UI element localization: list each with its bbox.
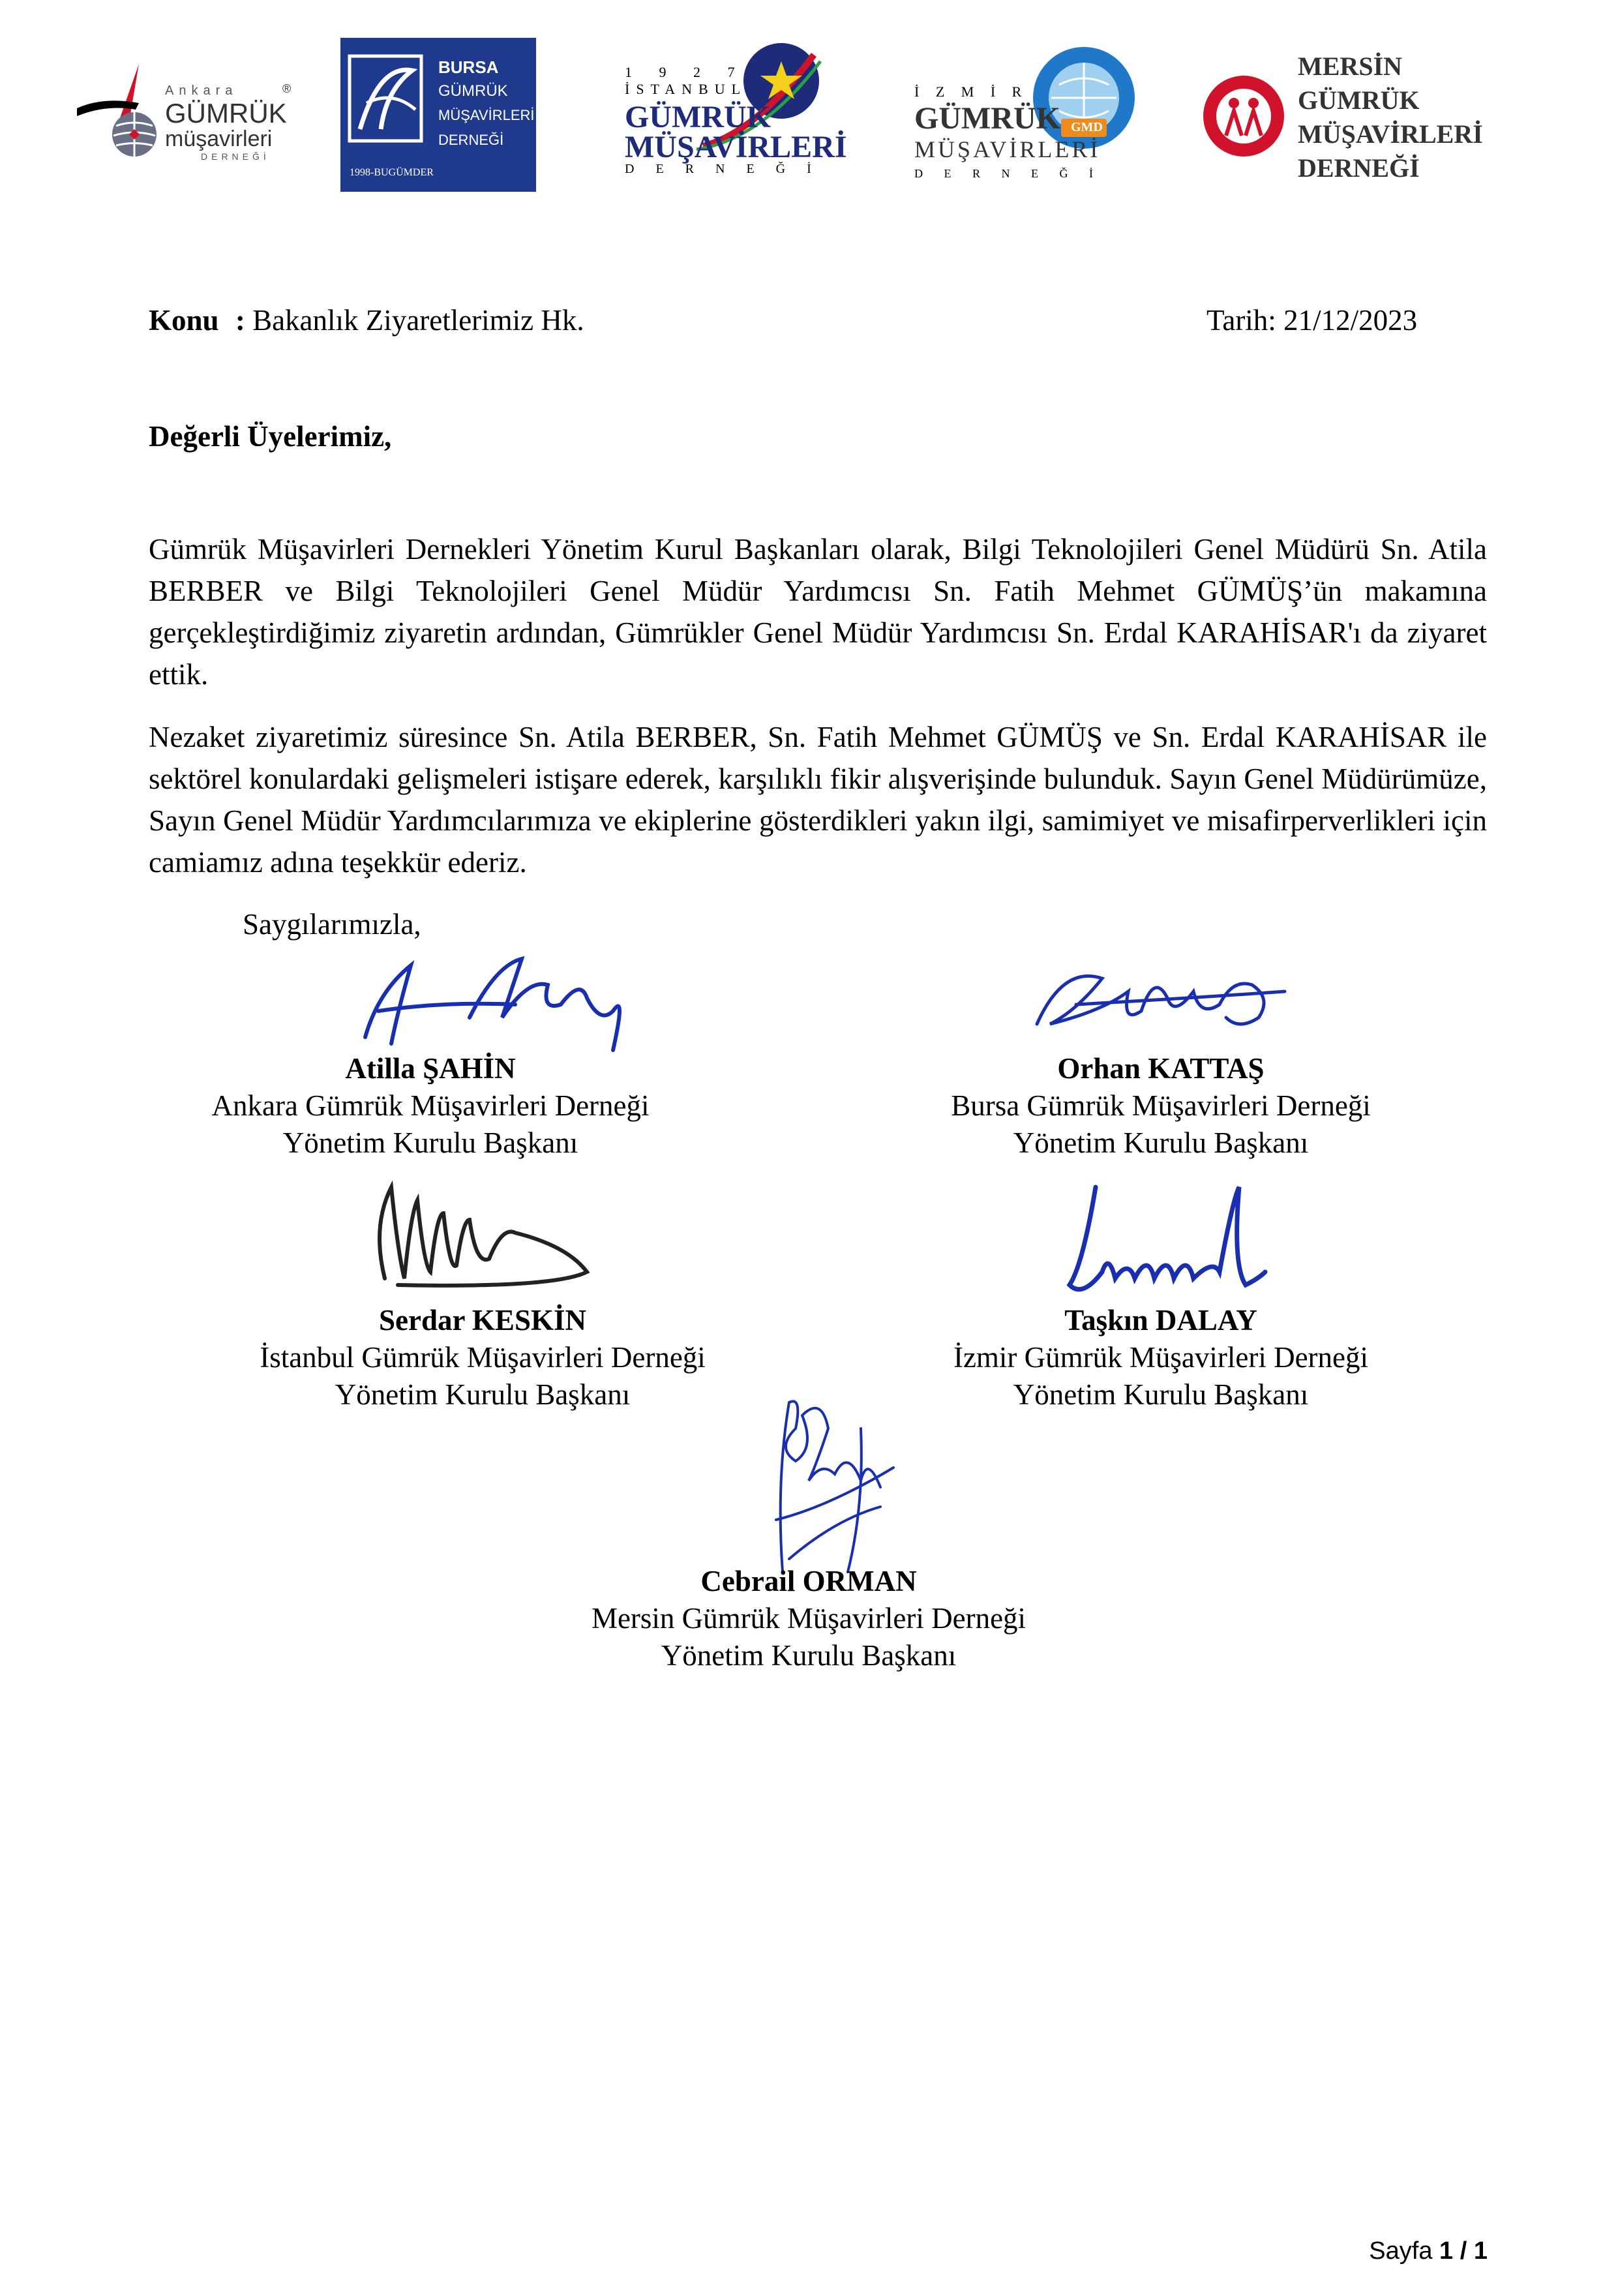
signatory-title: Yönetim Kurulu Başkanı — [282, 1126, 578, 1159]
signature-orhan-kattas — [1024, 952, 1311, 1044]
signatory-block-2 — [900, 1050, 1422, 1162]
subject-text: Bakanlık Ziyaretlerimiz Hk. — [252, 304, 584, 337]
signature-atilla-sahin — [352, 939, 639, 1057]
ankara-logo-line2: GÜMRÜK — [165, 98, 287, 128]
izmir-logo-line1: GÜMRÜK — [914, 101, 1060, 136]
page-label: Sayfa — [1369, 2237, 1433, 2265]
bursa-logo-line3: MÜŞAVİRLERİ — [438, 107, 535, 123]
body-paragraph-2: Nezaket ziyaretimiz süresince Sn. Atila BERBER, Sn. Fatih Mehmet GÜMÜŞ ve Sn. Erdal KARAHİSAR ile sektörel konulardaki gelişmeleri istişare ederek, karşılıklı fikir alışverişinde bulunduk. Sayın Genel Müdürümüze, Sayın Genel Müdür Yardımcılarımıza ve ekiplerine gösterdikleri yakın ilgi, samimiyet ve misafirperverlikleri için camiamız adına teşekkür ederiz. — [149, 721, 1487, 879]
izmir-logo-city: İ Z M İ R — [914, 83, 1028, 100]
istanbul-logo-line2: MÜŞAVİRLERİ — [625, 130, 847, 164]
signatory-org: İstanbul Gümrük Müşavirleri Derneği — [260, 1341, 706, 1374]
istanbul-logo-line1: GÜMRÜK — [625, 100, 771, 134]
mersin-logo-line1: MERSİN — [1298, 52, 1403, 81]
signatory-name: Atilla ŞAHİN — [345, 1052, 516, 1085]
bursa-logo-line1: BURSA — [438, 57, 499, 77]
istanbul-logo — [625, 35, 846, 185]
istanbul-logo-city: İSTANBUL — [625, 81, 747, 97]
ankara-logo — [77, 57, 299, 168]
subject-label: Konu — [149, 304, 219, 337]
izmir-logo — [914, 33, 1136, 193]
bursa-logo-line4: DERNEĞİ — [438, 132, 504, 148]
signatory-block-5 — [548, 1563, 1070, 1674]
mersin-logo-line2: GÜMRÜK — [1298, 85, 1420, 115]
mersin-logo-line4: DERNEĞİ — [1298, 153, 1420, 183]
signatory-org: Ankara Gümrük Müşavirleri Derneği — [211, 1089, 650, 1122]
ankara-logo-line4: DERNEĞİ — [201, 151, 270, 162]
signatory-name: Serdar KESKİN — [379, 1304, 586, 1337]
signature-taskin-dalay — [1056, 1174, 1278, 1305]
signatory-org: Mersin Gümrük Müşavirleri Derneği — [591, 1602, 1026, 1635]
date-label: Tarih: — [1206, 304, 1276, 337]
signatory-org: Bursa Gümrük Müşavirleri Derneği — [951, 1089, 1371, 1122]
istanbul-logo-line3: D E R N E Ğ İ — [625, 162, 820, 176]
salutation: Değerli Üyelerimiz, — [149, 420, 392, 453]
signatory-block-4 — [900, 1302, 1422, 1413]
izmir-logo-line3: D E R N E Ğ İ — [914, 167, 1102, 180]
signatory-org: İzmir Gümrük Müşavirleri Derneği — [953, 1341, 1369, 1374]
signature-cebrail-orman — [750, 1389, 906, 1585]
closing: Saygılarımızla, — [243, 908, 421, 941]
signature-serdar-keskin — [359, 1174, 607, 1298]
body-paragraph-1: Gümrük Müşavirleri Dernekleri Yönetim Kurul Başkanları olarak, Bilgi Teknolojileri Genel Müdürü Sn. Atila BERBER ve Bilgi Teknolojileri Genel Müdür Yardımcısı Sn. Fatih Mehmet GÜMÜŞ’ün makamına gerçekleştirdiğimiz ziyaretin ardından, Gümrükler Genel Müdür Yardımcısı Sn. Erdal KARAHİSAR'ı da ziyaret ettik. — [149, 533, 1487, 691]
date-value: 21/12/2023 — [1283, 304, 1418, 337]
signatory-title: Yönetim Kurulu Başkanı — [335, 1378, 631, 1411]
registered-icon: ® — [282, 82, 292, 95]
bursa-logo-line2: GÜMRÜK — [438, 82, 508, 100]
subject-separator: : — [235, 304, 245, 337]
signatory-name: Cebrail ORMAN — [700, 1565, 917, 1597]
page-current: 1 — [1439, 2237, 1454, 2265]
page-separator: / — [1460, 2237, 1467, 2265]
signatory-block-1 — [170, 1050, 691, 1162]
izmir-logo-line2: MÜŞAVİRLERİ — [914, 136, 1101, 162]
mersin-logo-line3: MÜŞAVİRLERİ — [1298, 119, 1483, 149]
ankara-logo-line3: müşavirleri — [165, 127, 273, 151]
mersin-logo — [1201, 38, 1483, 194]
signatory-name: Orhan KATTAŞ — [1057, 1052, 1265, 1085]
bursa-logo-footer: 1998-BUGÜMDER — [350, 167, 434, 178]
page-number — [1369, 2237, 1488, 2265]
date-line — [1206, 301, 1417, 340]
signatory-title: Yönetim Kurulu Başkanı — [1013, 1126, 1309, 1159]
mersin-logo-emblem — [1201, 38, 1286, 194]
istanbul-logo-year: 1 9 2 7 — [625, 64, 747, 80]
signatory-title: Yönetim Kurulu Başkanı — [661, 1639, 957, 1672]
subject-line — [149, 301, 584, 340]
signatory-title: Yönetim Kurulu Başkanı — [1013, 1378, 1309, 1411]
signatory-name: Taşkın DALAY — [1064, 1304, 1257, 1337]
page-total: 1 — [1473, 2237, 1488, 2265]
signatory-block-3 — [222, 1302, 743, 1413]
bursa-logo — [340, 38, 536, 192]
izmir-logo-badge: GMD — [1071, 120, 1103, 134]
ankara-logo-line1: Ankara — [165, 83, 238, 98]
